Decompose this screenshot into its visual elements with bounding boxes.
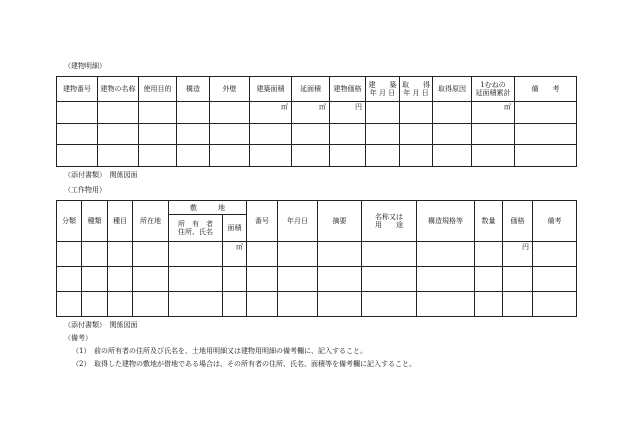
structure-table: [56, 200, 577, 317]
site-area-unit[interactable]: ㎡: [223, 242, 247, 267]
header-type: 種類: [82, 201, 108, 242]
header-site-area: 面積: [223, 215, 247, 242]
table-row: [57, 124, 577, 145]
header-remarks: 備考: [533, 201, 577, 242]
note-item-1: （1） 前の所有者の住所及び氏名を、土地用明細又は建物用明細の備考欄に、記入すること。: [72, 347, 367, 355]
header-floor-area: 延面積: [292, 77, 330, 102]
price-unit[interactable]: 円: [503, 242, 533, 267]
header-building-number: 建物番号: [57, 77, 98, 102]
table-row: [57, 242, 577, 267]
header-structure: 構造: [177, 77, 210, 102]
header-quantity: 数量: [475, 201, 503, 242]
cumulative-area-unit[interactable]: ㎡: [472, 102, 515, 124]
table-row: [57, 292, 577, 317]
building-section-label: （建物明細）: [64, 62, 106, 70]
header-built-date: 建 築 年 月 日: [366, 77, 400, 102]
header-acquisition-reason: 取得原因: [433, 77, 472, 102]
header-item: 種目: [108, 201, 133, 242]
header-building-name: 建物の名称: [98, 77, 139, 102]
header-spec: 構造規格等: [417, 201, 475, 242]
header-remarks: 備 考: [515, 77, 577, 102]
header-purpose: 使用目的: [139, 77, 177, 102]
building-attachment-note: （添付書類） 関係図面: [64, 171, 138, 179]
building-table: [56, 76, 577, 167]
header-location: 所在地: [133, 201, 169, 242]
structure-section-label: （工作物用）: [64, 186, 106, 194]
table-row: [57, 267, 577, 292]
header-exterior: 外壁: [210, 77, 250, 102]
notes-label: （備考）: [64, 334, 92, 342]
header-date: 年月日: [278, 201, 318, 242]
header-building-price: 建物価格: [330, 77, 366, 102]
header-acquired-date: 取 得 年 月 日: [400, 77, 433, 102]
note-item-2: （2） 取得した建物の敷地が借地である場合は、その所有者の住所、氏名、面積等を備考欄に記入すること。: [72, 360, 416, 368]
header-site: 敷 地: [169, 201, 247, 215]
structure-attachment-note: （添付書類） 関係図面: [64, 321, 138, 329]
floor-area-unit[interactable]: ㎡: [292, 102, 330, 124]
table-row: [57, 102, 577, 124]
header-number: 番号: [247, 201, 278, 242]
building-area-unit[interactable]: ㎡: [250, 102, 292, 124]
price-unit[interactable]: 円: [330, 102, 366, 124]
header-category: 分類: [57, 201, 82, 242]
table-row: [57, 145, 577, 167]
header-owner: 所 有 者 住所、氏名: [169, 215, 223, 242]
header-price: 価格: [503, 201, 533, 242]
header-summary: 摘要: [318, 201, 362, 242]
header-building-area: 建築面積: [250, 77, 292, 102]
header-name-or-use: 名称又は 用 途: [362, 201, 417, 242]
header-cumulative-floor-area: 1むねの 延面積累計: [472, 77, 515, 102]
